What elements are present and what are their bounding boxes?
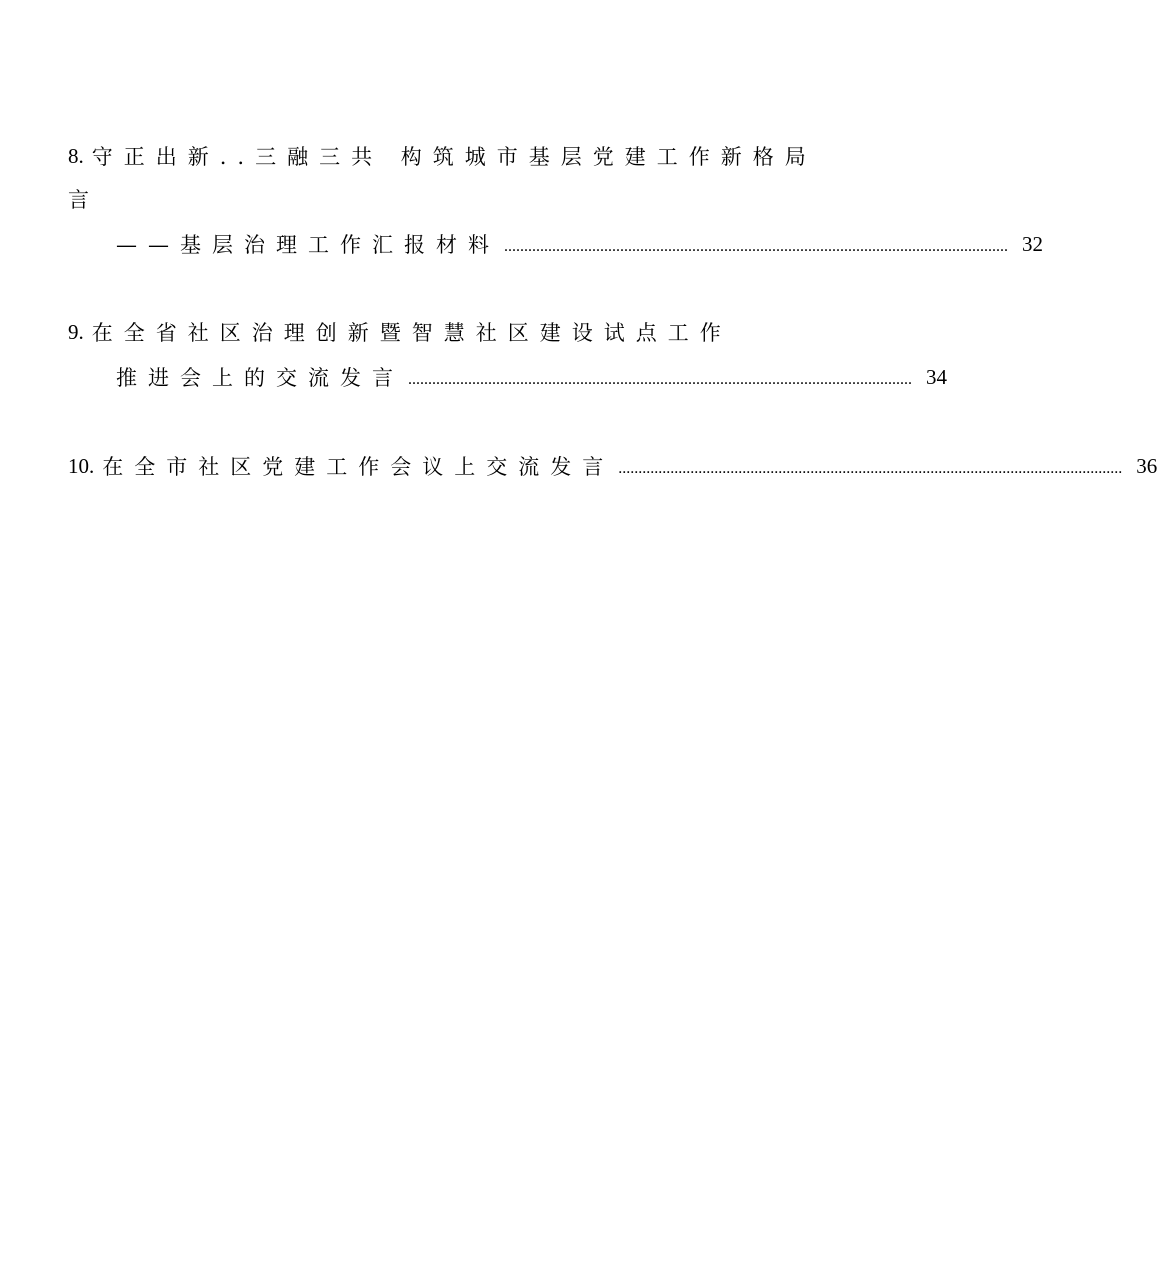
toc-entry-number: 10.	[68, 453, 95, 478]
toc-entry-number: 8.	[68, 143, 84, 168]
toc-page-number: 34	[926, 364, 947, 389]
toc-entry-9-line2[interactable]	[116, 361, 947, 393]
toc-page-number: 36	[1136, 453, 1157, 478]
toc-entry-title: 在全省社区治理创新暨智慧社区建设试点工作	[91, 321, 732, 345]
toc-entry-8-line1[interactable]	[68, 140, 829, 172]
toc-leader-dots: ..............................................................................................................................	[504, 238, 1008, 255]
toc-entry-number: 9.	[68, 319, 84, 344]
toc-leader-dots: ..............................................................................................................................	[408, 371, 912, 388]
toc-entry-10-line[interactable]	[68, 450, 1157, 482]
toc-page-number: 32	[1022, 231, 1043, 256]
toc-leader-dots: ..............................................................................................................................	[618, 460, 1123, 477]
toc-entry-title-continuation: 推进会上的交流发言	[116, 366, 404, 390]
toc-entry-title-continuation: 言	[68, 188, 100, 212]
toc-entry-9-line1[interactable]	[68, 316, 829, 348]
toc-entry-title: 在全市社区党建工作会议上交流发言	[102, 455, 615, 479]
toc-entry-subtitle: ——基层治理工作汇报材料	[116, 233, 500, 257]
toc-entry-title: 守正出新..三融三共 构筑城市基层党建工作新格局	[91, 145, 817, 169]
toc-entry-8-line2	[68, 183, 829, 215]
toc-entry-8-subtitle-line[interactable]	[116, 228, 1043, 260]
